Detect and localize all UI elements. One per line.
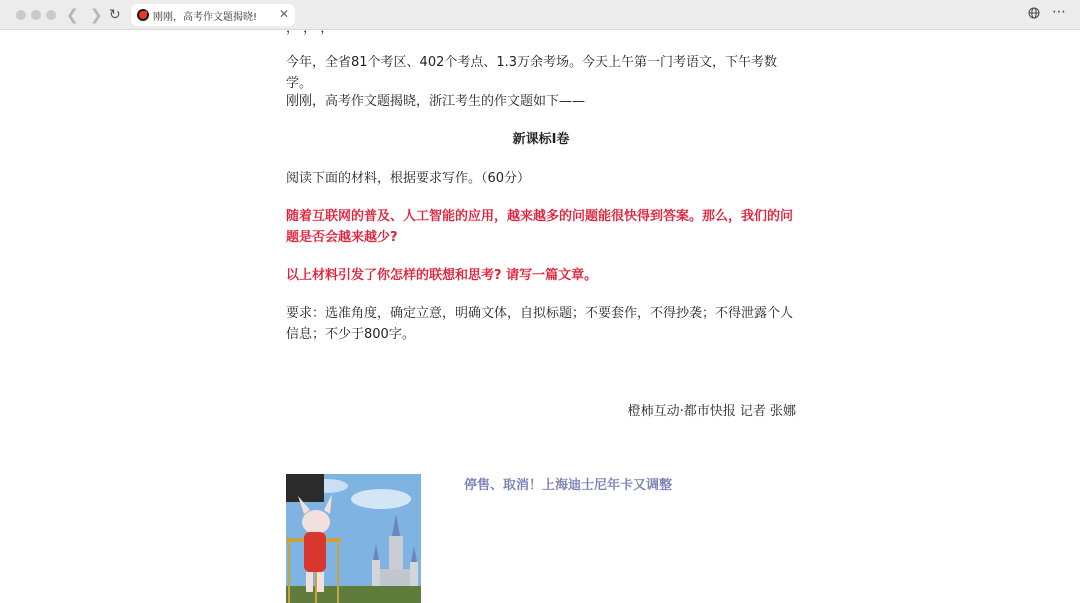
back-icon[interactable]: ❮ — [66, 6, 79, 24]
paragraph-essay-revealed: 刚刚，高考作文题揭晓，浙江考生的作文题如下—— — [286, 94, 586, 109]
cut-off-text-line: ， ， ， — [286, 21, 334, 36]
more-icon[interactable]: ⋯ — [1052, 4, 1067, 20]
reload-icon[interactable]: ↻ — [109, 7, 121, 23]
byline: 橙柿互动·都市快报 记者 张娜 — [627, 404, 796, 419]
related-article-thumbnail[interactable] — [286, 474, 421, 603]
browser-tab[interactable] — [131, 4, 295, 26]
paragraph-requirements: 要求：选准角度，确定立意，明确文体，自拟标题；不要套作，不得抄袭；不得泄露个人信息；不少于800字。 — [286, 306, 794, 342]
close-icon[interactable]: ✕ — [278, 7, 289, 21]
paragraph-instructions: 阅读下面的材料，根据要求写作。（60分） — [286, 171, 531, 186]
tab-title: 刚刚，高考作文题揭晓! — [153, 12, 258, 23]
essay-question: 以上材料引发了你怎样的联想和思考? 请写一篇文章。 — [286, 268, 598, 283]
section-title: 新课标I卷 — [512, 132, 570, 147]
minimize-window-button[interactable] — [31, 10, 41, 20]
globe-icon[interactable] — [1028, 7, 1040, 19]
maximize-window-button[interactable] — [46, 10, 56, 20]
site-favicon-icon — [137, 9, 149, 21]
paragraph-exam-info: 今年，全省81个考区、402个考点、1.3万余考场。今天上午第一门考语文，下午考数学。 — [286, 55, 778, 91]
essay-prompt: 随着互联网的普及、人工智能的应用，越来越多的问题能很快得到答案。那么，我们的问题是否会越来越少? — [286, 209, 794, 245]
related-article-link[interactable]: 停售、取消！上海迪士尼年卡又调整 — [464, 478, 673, 493]
forward-icon[interactable]: ❯ — [90, 6, 103, 24]
disney-castle-photo — [286, 474, 421, 603]
close-window-button[interactable] — [16, 10, 26, 20]
